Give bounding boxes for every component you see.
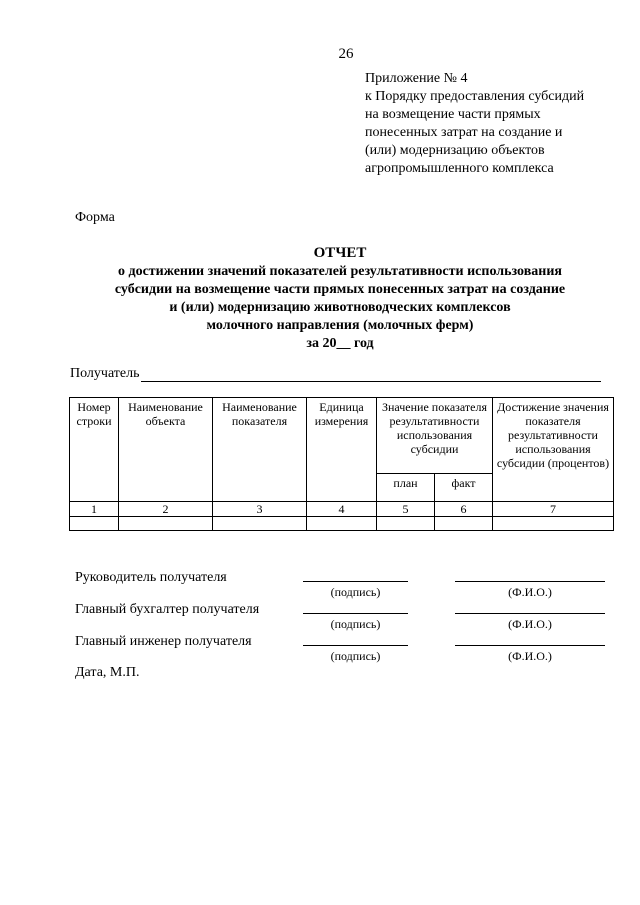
header-plan: план bbox=[377, 474, 435, 502]
report-title-line: субсидии на возмещение части прямых понесенных затрат на создание bbox=[114, 282, 566, 297]
signature-line[interactable] bbox=[303, 613, 408, 614]
name-caption: (Ф.И.О.) bbox=[508, 585, 552, 599]
signature-row-director bbox=[75, 568, 615, 600]
report-title-line: молочного направления (молочных ферм) bbox=[206, 318, 474, 333]
empty-cell[interactable] bbox=[377, 517, 435, 531]
appendix-line: на возмещение части прямых bbox=[365, 107, 541, 122]
header-unit: Единица измерения bbox=[307, 398, 377, 502]
signature-caption: (подпись) bbox=[330, 649, 381, 663]
header-fact: факт bbox=[435, 474, 493, 502]
page-number: 26 bbox=[338, 46, 354, 62]
name-line[interactable] bbox=[455, 581, 605, 582]
empty-cell[interactable] bbox=[435, 517, 493, 531]
appendix-line: агропромышленного комплекса bbox=[365, 161, 554, 176]
signatures-section bbox=[75, 568, 615, 664]
column-number: 4 bbox=[307, 502, 377, 517]
signature-label: Главный инженер получателя bbox=[75, 634, 252, 649]
column-number: 7 bbox=[493, 502, 614, 517]
signature-row-accountant bbox=[75, 600, 615, 632]
column-number: 6 bbox=[435, 502, 493, 517]
recipient-field bbox=[70, 366, 601, 382]
signature-line[interactable] bbox=[303, 581, 408, 582]
appendix-line: Приложение № 4 bbox=[365, 71, 468, 86]
column-number: 3 bbox=[213, 502, 307, 517]
signature-label: Главный бухгалтер получателя bbox=[75, 602, 260, 617]
header-value: Значение показателя результативности использования субсидии bbox=[377, 398, 493, 474]
recipient-line[interactable] bbox=[141, 367, 601, 382]
header-object-name: Наименование объекта bbox=[119, 398, 213, 502]
signature-caption: (подпись) bbox=[330, 617, 381, 631]
report-title-main: ОТЧЕТ bbox=[313, 245, 367, 261]
report-table bbox=[69, 397, 614, 531]
appendix-line: понесенных затрат на создание и bbox=[365, 125, 563, 140]
signature-line[interactable] bbox=[303, 645, 408, 646]
recipient-label: Получатель bbox=[70, 366, 140, 381]
signature-caption: (подпись) bbox=[330, 585, 381, 599]
form-label: Форма bbox=[75, 210, 115, 225]
header-indicator-name: Наименование показателя bbox=[213, 398, 307, 502]
name-caption: (Ф.И.О.) bbox=[508, 617, 552, 631]
empty-cell[interactable] bbox=[119, 517, 213, 531]
column-number: 1 bbox=[70, 502, 119, 517]
empty-cell[interactable] bbox=[70, 517, 119, 531]
empty-cell[interactable] bbox=[213, 517, 307, 531]
name-line[interactable] bbox=[455, 645, 605, 646]
appendix-line: к Порядку предоставления субсидий bbox=[365, 89, 585, 104]
report-title-line: о достижении значений показателей результативности использования bbox=[118, 264, 562, 279]
column-number: 2 bbox=[119, 502, 213, 517]
column-number: 5 bbox=[377, 502, 435, 517]
signature-label: Руководитель получателя bbox=[75, 570, 227, 585]
report-title bbox=[0, 244, 640, 353]
appendix-line: (или) модернизацию объектов bbox=[365, 143, 545, 158]
date-stamp-label: Дата, М.П. bbox=[75, 665, 140, 680]
report-title-line: за 20__ год bbox=[306, 336, 374, 351]
name-line[interactable] bbox=[455, 613, 605, 614]
name-caption: (Ф.И.О.) bbox=[508, 649, 552, 663]
header-row-number: Номер строки bbox=[70, 398, 119, 502]
empty-cell[interactable] bbox=[307, 517, 377, 531]
empty-cell[interactable] bbox=[493, 517, 614, 531]
header-achievement: Достижение значения показателя результативности использования субсидии (процентов) bbox=[493, 398, 614, 502]
report-title-line: и (или) модернизацию животноводческих комплексов bbox=[169, 300, 511, 315]
appendix-note bbox=[365, 70, 584, 178]
signature-row-engineer bbox=[75, 632, 615, 664]
